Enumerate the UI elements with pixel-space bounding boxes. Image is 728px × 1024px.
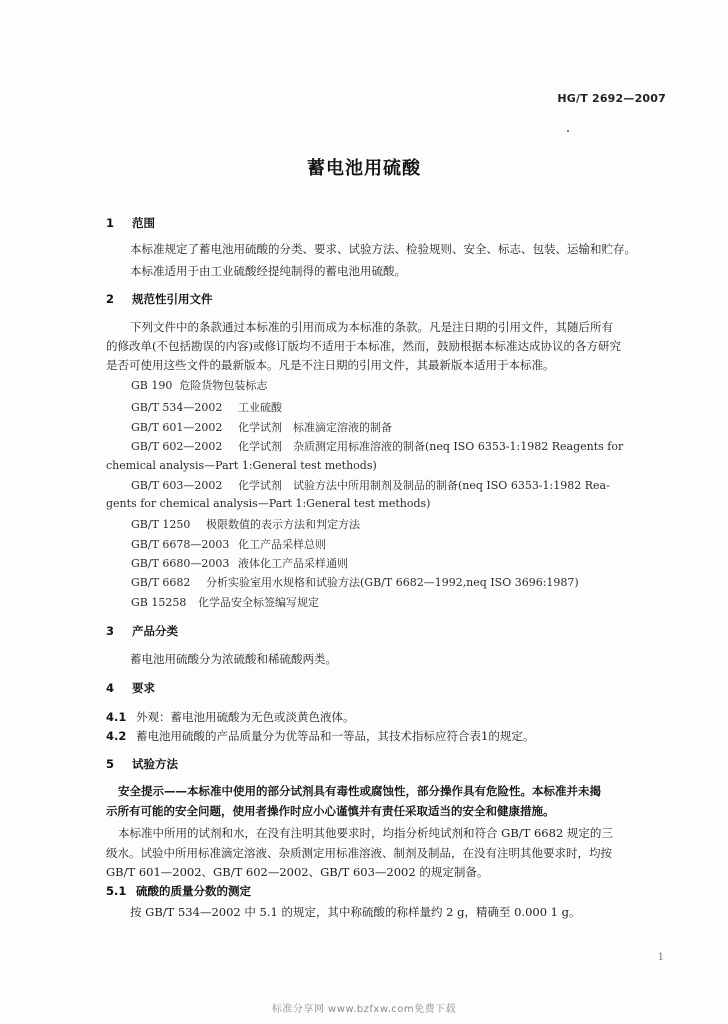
- section-4-number: 4: [106, 681, 115, 695]
- reference-item: [131, 557, 348, 571]
- reference-code: GB/T 603—2002: [131, 479, 223, 492]
- section-5-paragraph-line-3: GB/T 601—2002、GB/T 602—2002、GB/T 603—2002 的规定制备。: [106, 865, 489, 879]
- reference-title: 化学试剂 标准滴定溶液的制备: [238, 421, 392, 434]
- reference-code: GB/T 6678—2003: [131, 538, 230, 551]
- section-1-number: 1: [106, 216, 115, 230]
- clause-4-2: [106, 729, 534, 743]
- section-1-heading: [106, 216, 155, 230]
- section-1-title: 范围: [132, 216, 155, 230]
- section-4-title: 要求: [132, 681, 155, 695]
- reference-title: 分析实验室用水规格和试验方法(GB/T 6682—1992,neq ISO 3696:1987): [206, 576, 579, 589]
- reference-item: [131, 479, 610, 493]
- section-2-number: 2: [106, 292, 115, 306]
- reference-code: GB/T 6682: [131, 576, 191, 589]
- reference-code: GB/T 6680—2003: [131, 557, 230, 570]
- section-1-paragraph-2: 本标准适用于由工业硫酸经提纯制得的蓄电池用硫酸。: [130, 264, 406, 278]
- subsection-5-1-heading: [106, 884, 251, 898]
- section-2-intro-line-1: 下列文件中的条款通过本标准的引用而成为本标准的条款。凡是注日期的引用文件，其随后所有: [130, 320, 613, 334]
- section-5-title: 试验方法: [132, 757, 178, 771]
- section-2-intro-line-3: 是否可使用这些文件的最新版本。凡是不注日期的引用文件，其最新版本适用于本标准。: [106, 358, 555, 372]
- reference-item: [131, 538, 326, 552]
- page-number: 1: [657, 952, 664, 963]
- section-5-paragraph-line-1: 本标准中所用的试剂和水，在没有注明其他要求时，均指分析纯试剂和符合 GB/T 6682 规定的三: [118, 826, 613, 840]
- subsection-5-1-text: 按 GB/T 534—2002 中 5.1 的规定，其中称硫酸的称样量约 2 g，精确至 0.000 1 g。: [130, 905, 581, 919]
- reference-continuation: gents for chemical analysis—Part 1:General test methods): [106, 497, 431, 510]
- clause-number: 4.2: [106, 729, 127, 743]
- reference-title: 工业硫酸: [238, 401, 282, 414]
- clause-number: 4.1: [106, 710, 127, 724]
- section-3-title: 产品分类: [132, 624, 178, 638]
- subsection-number: 5.1: [106, 884, 127, 898]
- section-5-heading: [106, 757, 178, 771]
- clause-text: 蓄电池用硫酸的产品质量分为优等品和一等品，其技术指标应符合表1的规定。: [136, 729, 535, 743]
- section-2-heading: [106, 292, 213, 306]
- reference-title: 化学试剂 试验方法中所用制剂及制品的制备(neq ISO 6353-1:1982 Rea-: [238, 479, 610, 492]
- section-1-paragraph-1: 本标准规定了蓄电池用硫酸的分类、要求、试验方法、检验规则、安全、标志、包装、运输和贮存。: [130, 242, 636, 256]
- reference-item: [131, 401, 282, 415]
- section-3-number: 3: [106, 624, 115, 638]
- section-2-title: 规范性引用文件: [132, 292, 213, 306]
- scan-speck: [567, 130, 569, 132]
- safety-notice-line-1: 安全提示——本标准中使用的部分试剂具有毒性或腐蚀性，部分操作具有危险性。本标准并未揭: [118, 784, 601, 798]
- section-5-number: 5: [106, 757, 115, 771]
- subsection-title: 硫酸的质量分数的测定: [136, 884, 251, 898]
- reference-item: [131, 518, 360, 532]
- clause-4-1: [106, 710, 355, 724]
- reference-code: GB/T 1250: [131, 518, 191, 531]
- reference-item: [131, 379, 267, 393]
- safety-notice-line-2: 示所有可能的安全问题，使用者操作时应小心谨慎并有责任采取适当的安全和健康措施。: [106, 804, 555, 818]
- reference-code: GB/T 534—2002: [131, 401, 223, 414]
- reference-item: [131, 596, 319, 610]
- reference-title: 化学品安全标签编写规定: [198, 596, 319, 609]
- standard-code: HG/T 2692—2007: [557, 92, 666, 105]
- clause-text: 外观：蓄电池用硫酸为无色或淡黄色液体。: [136, 710, 355, 724]
- footer-watermark: 标准分享网 www.bzfxw.com免费下载: [271, 1004, 457, 1015]
- reference-title: 液体化工产品采样通则: [238, 557, 348, 570]
- section-3-paragraph: 蓄电池用硫酸分为浓硫酸和稀硫酸两类。: [130, 652, 337, 666]
- reference-item: [131, 576, 579, 590]
- reference-code: GB 15258: [131, 596, 187, 609]
- reference-title: 化学试剂 杂质测定用标准溶液的制备(neq ISO 6353-1:1982 Reagents for: [238, 440, 624, 453]
- section-5-paragraph-line-2: 级水。试验中所用标准滴定溶液、杂质测定用标准溶液、制剂及制品，在没有注明其他要求时，均按: [106, 846, 612, 860]
- section-4-heading: [106, 681, 155, 695]
- section-3-heading: [106, 624, 178, 638]
- reference-title: 化工产品采样总则: [238, 538, 326, 551]
- reference-continuation: chemical analysis—Part 1:General test methods): [106, 459, 377, 472]
- reference-code: GB/T 601—2002: [131, 421, 223, 434]
- section-2-intro-line-2: 的修改单(不包括勘误的内容)或修订版均不适用于本标准，然而，鼓励根据本标准达成协议的各方研究: [106, 339, 621, 353]
- reference-code: GB 190: [131, 379, 173, 392]
- reference-title: 极限数值的表示方法和判定方法: [206, 518, 360, 531]
- document-title: 蓄电池用硫酸: [307, 158, 421, 179]
- reference-title: 危险货物包装标志: [179, 379, 268, 392]
- reference-item: [131, 440, 623, 454]
- reference-item: [131, 421, 392, 435]
- reference-code: GB/T 602—2002: [131, 440, 223, 453]
